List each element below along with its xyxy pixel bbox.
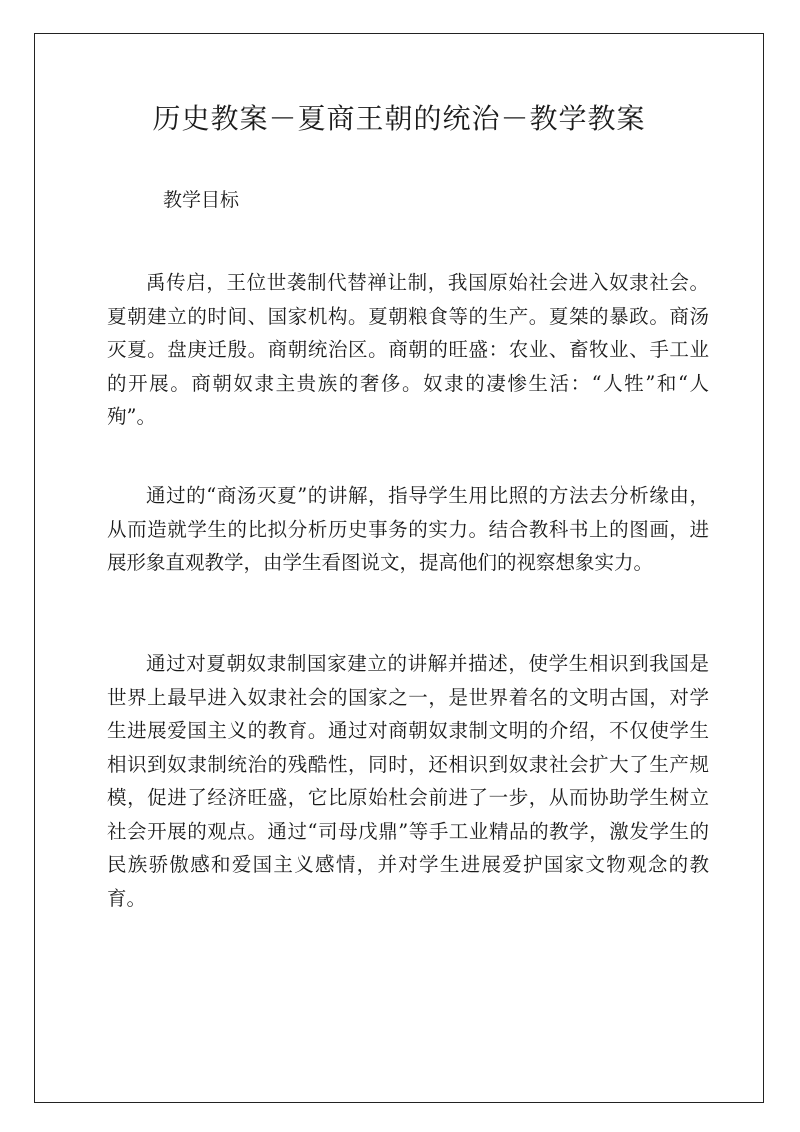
paragraph-skill-objective: 通过的“商汤灭夏”的讲解，指导学生用比照的方法去分析缘由，从而造就学生的比拟分析历史事务的实力。结合教科书上的图画，进展形象直观教学，由学生看图说文，提高他们的视察想象实力。: [107, 484, 709, 574]
section-heading: 教学目标: [163, 189, 240, 211]
paragraph-content-summary: 禹传启，王位世袭制代替禅让制，我国原始社会进入奴隶社会。夏朝建立的时间、国家机构。夏朝粮食等的生产。夏桀的暴政。商汤灭夏。盘庚迁殷。商朝统治区。商朝的旺盛：农业、畜牧业、手工业的开展。商朝奴隶主贵族的奢侈。奴隶的凄惨生活：“人牲”和“人殉”。: [107, 271, 709, 428]
paragraph-education-objective: 通过对夏朝奴隶制国家建立的讲解并描述，使学生相识到我国是世界上最早进入奴隶社会的国家之一，是世界着名的文明古国，对学生进展爱国主义的教育。通过对商朝奴隶制文明的介绍，不仅使学生相识到奴隶制统治的残酷性，同时，还相识到奴隶社会扩大了生产规模，促进了经济旺盛，它比原始杜会前进了一步，从而协助学生树立社会开展的观点。通过“司母戊鼎”等手工业精品的教学，激发学生的民族骄傲感和爱国主义感情，并对学生进展爱护国家文物观念的教育。: [107, 652, 709, 910]
document-title: 历史教案－夏商王朝的统治－教学教案: [152, 102, 646, 135]
